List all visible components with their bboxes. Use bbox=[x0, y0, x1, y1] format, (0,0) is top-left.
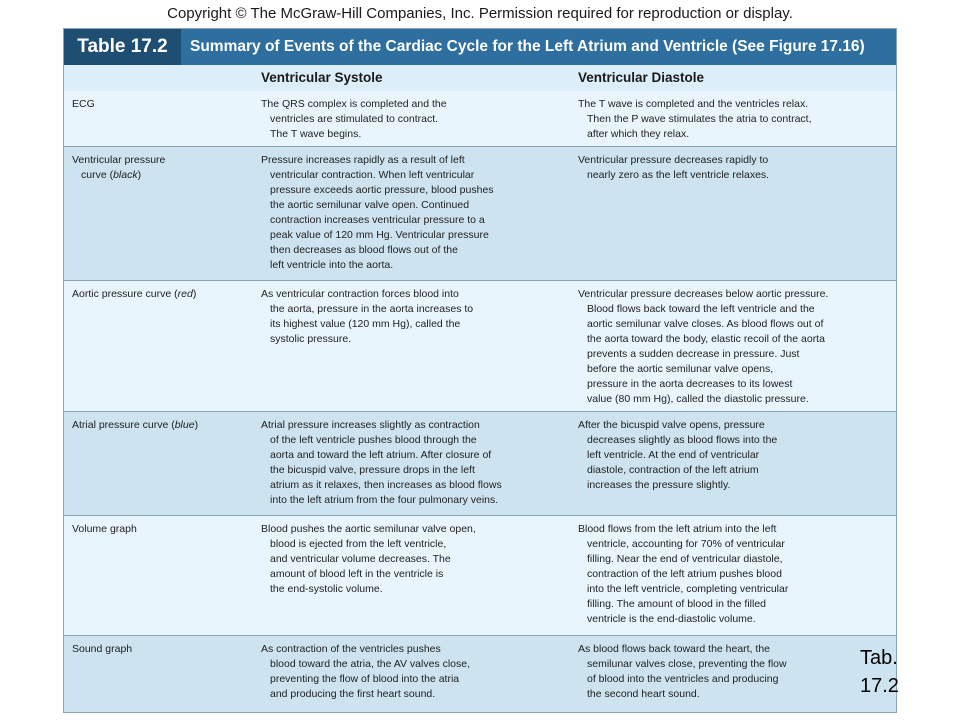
systole-cell bbox=[261, 418, 561, 508]
systole-cell bbox=[261, 522, 561, 597]
column-header-systole: Ventricular Systole bbox=[261, 70, 383, 85]
cell-line: Ventricular pressure decreases rapidly to bbox=[578, 154, 769, 166]
systole-cell bbox=[261, 642, 561, 702]
summary-table bbox=[63, 28, 897, 713]
cell-line: The T wave begins. bbox=[270, 128, 362, 140]
row-label bbox=[72, 418, 252, 433]
cell-line: pressure exceeds aortic pressure, blood pushes bbox=[270, 184, 494, 196]
cell-line: contraction increases ventricular pressure to a bbox=[270, 214, 485, 226]
cell-line: As ventricular contraction forces blood into bbox=[261, 288, 459, 300]
cell-line: diastole, contraction of the left atrium bbox=[587, 464, 759, 476]
table-number: Table 17.2 bbox=[64, 29, 181, 65]
cell-line: After the bicuspid valve opens, pressure bbox=[578, 419, 765, 431]
cell-line: ECG bbox=[72, 98, 95, 110]
cell-line: Blood flows back toward the left ventricle and the bbox=[587, 303, 815, 315]
cell-line: blood toward the atria, the AV valves close, bbox=[270, 658, 471, 670]
cell-line: then decreases as blood flows out of the bbox=[270, 244, 458, 256]
cell-line: Blood flows from the left atrium into the left bbox=[578, 523, 777, 535]
cell-line: amount of blood left in the ventricle is bbox=[270, 568, 444, 580]
cell-line: increases the pressure slightly. bbox=[587, 479, 731, 491]
cell-line: the end-systolic volume. bbox=[270, 583, 383, 595]
cell-line: preventing the flow of blood into the atria bbox=[270, 673, 460, 685]
cell-line: of blood into the ventricles and producing bbox=[587, 673, 779, 685]
slide-label-line: 17.2 bbox=[860, 675, 899, 697]
table-row bbox=[64, 91, 896, 147]
table-row bbox=[64, 281, 896, 412]
cell-line: ventricle, accounting for 70% of ventricular bbox=[587, 538, 785, 550]
cell-line: its highest value (120 mm Hg), called the bbox=[270, 318, 461, 330]
systole-cell bbox=[261, 153, 561, 273]
cell-line: ventricles are stimulated to contract. bbox=[270, 113, 439, 125]
cell-line: the second heart sound. bbox=[587, 688, 700, 700]
slide-label-line: Tab. bbox=[860, 647, 898, 669]
cell-line: Ventricular pressure bbox=[72, 154, 166, 166]
cell-line: semilunar valves close, preventing the flow bbox=[587, 658, 787, 670]
cell-line: atrium as it relaxes, then increases as blood flows bbox=[270, 479, 502, 491]
cell-line: contraction of the left atrium pushes blood bbox=[587, 568, 782, 580]
cell-line: nearly zero as the left ventricle relaxes. bbox=[587, 169, 770, 181]
cell-line: into the left ventricle, completing ventricular bbox=[587, 583, 789, 595]
column-header-row bbox=[64, 65, 896, 92]
row-label bbox=[72, 642, 252, 657]
diastole-cell bbox=[578, 642, 890, 702]
cell-line: Atrial pressure curve (blue) bbox=[72, 419, 199, 431]
row-label bbox=[72, 522, 252, 537]
cell-line: The QRS complex is completed and the bbox=[261, 98, 447, 110]
cell-line: the aortic semilunar valve open. Continued bbox=[270, 199, 470, 211]
cell-line: aorta and toward the left atrium. After closure of bbox=[270, 449, 492, 461]
table-row bbox=[64, 412, 896, 516]
cell-line: systolic pressure. bbox=[270, 333, 352, 345]
cell-line: Atrial pressure increases slightly as contraction bbox=[261, 419, 480, 431]
cell-line: left ventricle into the aorta. bbox=[270, 259, 394, 271]
systole-cell bbox=[261, 287, 561, 347]
cell-line: blood is ejected from the left ventricle, bbox=[270, 538, 447, 550]
systole-cell bbox=[261, 97, 561, 142]
cell-line: Blood pushes the aortic semilunar valve open, bbox=[261, 523, 476, 535]
cell-line: Aortic pressure curve (red) bbox=[72, 288, 197, 300]
row-label bbox=[72, 287, 252, 302]
cell-line: before the aortic semilunar valve opens, bbox=[587, 363, 774, 375]
table-row bbox=[64, 636, 896, 713]
cell-line: peak value of 120 mm Hg. Ventricular pressure bbox=[270, 229, 489, 241]
cell-line: into the left atrium from the four pulmonary veins. bbox=[270, 494, 499, 506]
table-title: Summary of Events of the Cardiac Cycle for the Left Atrium and Ventricle (See Figure 17.16) bbox=[190, 38, 865, 55]
cell-line: Sound graph bbox=[72, 643, 133, 655]
cell-line: filling. Near the end of ventricular diastole, bbox=[587, 553, 783, 565]
diastole-cell bbox=[578, 97, 890, 142]
cell-line: pressure in the aorta decreases to its lowest bbox=[587, 378, 793, 390]
cell-line: The T wave is completed and the ventricles relax. bbox=[578, 98, 809, 110]
cell-line: of the left ventricle pushes blood through the bbox=[270, 434, 477, 446]
cell-line: and ventricular volume decreases. The bbox=[270, 553, 451, 565]
cell-line: ventricular contraction. When left ventricular bbox=[270, 169, 475, 181]
cell-line: Volume graph bbox=[72, 523, 137, 535]
table-row bbox=[64, 147, 896, 281]
table-title-bar bbox=[64, 29, 896, 65]
cell-line: the bicuspid valve, pressure drops in the left bbox=[270, 464, 475, 476]
cell-line: As blood flows back toward the heart, the bbox=[578, 643, 771, 655]
row-label bbox=[72, 153, 252, 183]
cell-line: Pressure increases rapidly as a result of left bbox=[261, 154, 465, 166]
cell-line: after which they relax. bbox=[587, 128, 690, 140]
row-label bbox=[72, 97, 252, 112]
cell-line: the aorta, pressure in the aorta increases to bbox=[270, 303, 474, 315]
table-row bbox=[64, 516, 896, 636]
diastole-cell bbox=[578, 418, 890, 493]
slide-label bbox=[860, 644, 940, 700]
cell-line: left ventricle. At the end of ventricular bbox=[587, 449, 760, 461]
diastole-cell bbox=[578, 522, 890, 627]
cell-line: and producing the first heart sound. bbox=[270, 688, 436, 700]
copyright-notice: Copyright © The McGraw-Hill Companies, Inc. Permission required for reproduction or display. bbox=[167, 5, 793, 22]
cell-line: decreases slightly as blood flows into the bbox=[587, 434, 778, 446]
column-header-diastole: Ventricular Diastole bbox=[578, 70, 705, 85]
cell-line: ventricle is the end-diastolic volume. bbox=[587, 613, 756, 625]
cell-line: curve (black) bbox=[81, 169, 142, 181]
diastole-cell bbox=[578, 153, 890, 183]
diastole-cell bbox=[578, 287, 890, 407]
cell-line: prevents a sudden decrease in pressure. Just bbox=[587, 348, 800, 360]
cell-line: the aorta toward the body, elastic recoil of the aorta bbox=[587, 333, 825, 345]
cell-line: As contraction of the ventricles pushes bbox=[261, 643, 441, 655]
cell-line: Ventricular pressure decreases below aortic pressure. bbox=[578, 288, 829, 300]
cell-line: aortic semilunar valve closes. As blood flows out of bbox=[587, 318, 824, 330]
cell-line: Then the P wave stimulates the atria to contract, bbox=[587, 113, 812, 125]
cell-line: value (80 mm Hg), called the diastolic pressure. bbox=[587, 393, 809, 405]
cell-line: filling. The amount of blood in the filled bbox=[587, 598, 767, 610]
